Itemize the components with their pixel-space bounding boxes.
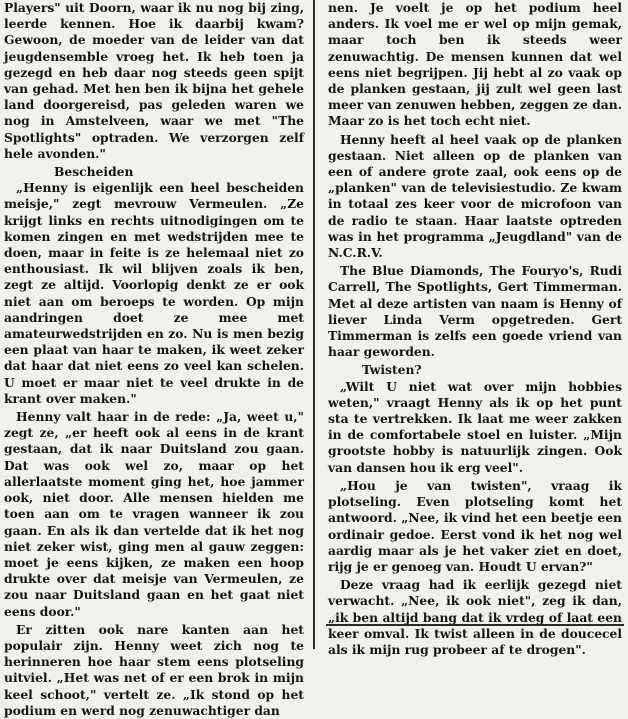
paragraph: Henny heeft al heel vaak op de planken gestaan. Niet alleen op de planken van een of andere grote zaal, ook eens op de „planken" van de televisiestudio. Ze kwam in totaal zes keer voor de microfoon van de radio te staan. Haar laatste optreden was in het programma „Jeugdland" van de N.C.R.V.: [328, 131, 622, 261]
paragraph: Henny valt haar in de rede: „Ja, weet u," zegt ze, „er heeft ook al eens in de krant gestaan, dat ik naar Duitsland zou gaan. Dat was ook wel zo, maar op het allerlaatste moment ging het, hoe jammer ook, niet door. Alle mensen hielden me toen aan om te vragen wanneer ik zou gaan. En als ik dan vertelde dat ik het nog niet zeker wist, ging men al gauw zeggen: moet je eens kijken, ze maken een hoop drukte over dat meisje van Vermeulen, ze zou naar Duitsland gaan en het gaat niet eens door.": [4, 409, 304, 619]
paragraph: „Henny is eigenlijk een heel bescheiden meisje," zegt mevrouw Vermeulen. „Ze krijgt links en rechts uitnodigingen om te komen zingen en met wedstrijden mee te doen, maar in feite is ze helemaal niet zo enthousiast. Ik wil blijven zoals ik ben, zegt ze altijd. Voorlopig denkt ze er ook niet aan om beroeps te worden. Op mijn aandringen doet ze mee met amateurwedstrijden en zo. Nu is men bezig een plaat van haar te maken, ik weet zeker dat haar dat niet eens zo veel kan schelen. U moet er maar niet te veel drukte in de krant over maken.": [4, 180, 304, 406]
right-column: [328, 0, 622, 657]
section-heading-twisten: Twisten?: [362, 362, 422, 378]
column-divider: [313, 0, 315, 649]
paragraph: The Blue Diamonds, The Fouryo's, Rudi Carrell, The Spotlights, Gert Timmerman. Met al deze artisten van naam is Henny of liever Linda Verm opgetreden. Gert Timmerman is zelfs een goede vriend van haar geworden.: [328, 263, 622, 360]
left-column: [4, 0, 304, 718]
paragraph: „Wilt U niet wat over mijn hobbies weten," vraagt Henny als ik op het punt sta te vertrekken. Ik laat me weer zakken in de comfortabele stoel en luister. „Mijn grootste hobby is natuurlijk zingen. Ook van dansen hou ik erg veel".: [328, 378, 622, 475]
paragraph: nen. Je voelt je op het podium heel anders. Ik voel me er wel op mijn gemak, maar toch ben ik steeds weer zenuwachtig. De mensen kunnen dat wel eens niet begrijpen. Jij hebt al zo vaak op de planken gestaan, jij zult wel geen last meer van zenuwen hebben, zeggen ze dan. Maar zo is het toch echt niet.: [328, 0, 622, 129]
paragraph: „Hou je van twisten", vraag ik plotseling. Even plotseling komt het antwoord. „Nee, ik vind het een beetje een ordinair gedoe. Eerst vond ik het nog wel aardig maar als je het vaker ziet en doet, rijg je er genoeg van. Houdt U ervan?": [328, 477, 622, 574]
section-heading-bescheiden: Bescheiden: [54, 164, 134, 180]
paragraph: Er zitten ook nare kanten aan het populair zijn. Henny weet zich nog te herinneren hoe haar stem eens plotseling uitviel. „Het was net of er een brok in mijn keel schoot," vertelt ze. „Ik stond op het podium en werd nog zenuwachtiger dan: [4, 621, 304, 718]
paragraph: Deze vraag had ik eerlijk gezegd niet verwacht. „Nee, ik ook niet", zeg ik dan, „ik ben altijd bang dat ik vrdeg of laat een keer omval. Ik twist alleen in de doucecel als ik mijn rug probeer af te drogen".: [328, 577, 622, 657]
paragraph: Players" uit Doorn, waar ik nu nog bij zing, leerde kennen. Hoe ik daarbij kwam? Gewoon, de moeder van de leider van dat jeugdensemble vroeg het. Ik heb toen ja gezegd en heb daar nog steeds geen spijt van gehad. Met hen ben ik bijna het gehele land doorgereisd, pas geleden waren we nog in Amstelveen, waar we met "The Spotlights" optraden. We verzorgen zelf hele avonden.": [4, 0, 304, 161]
